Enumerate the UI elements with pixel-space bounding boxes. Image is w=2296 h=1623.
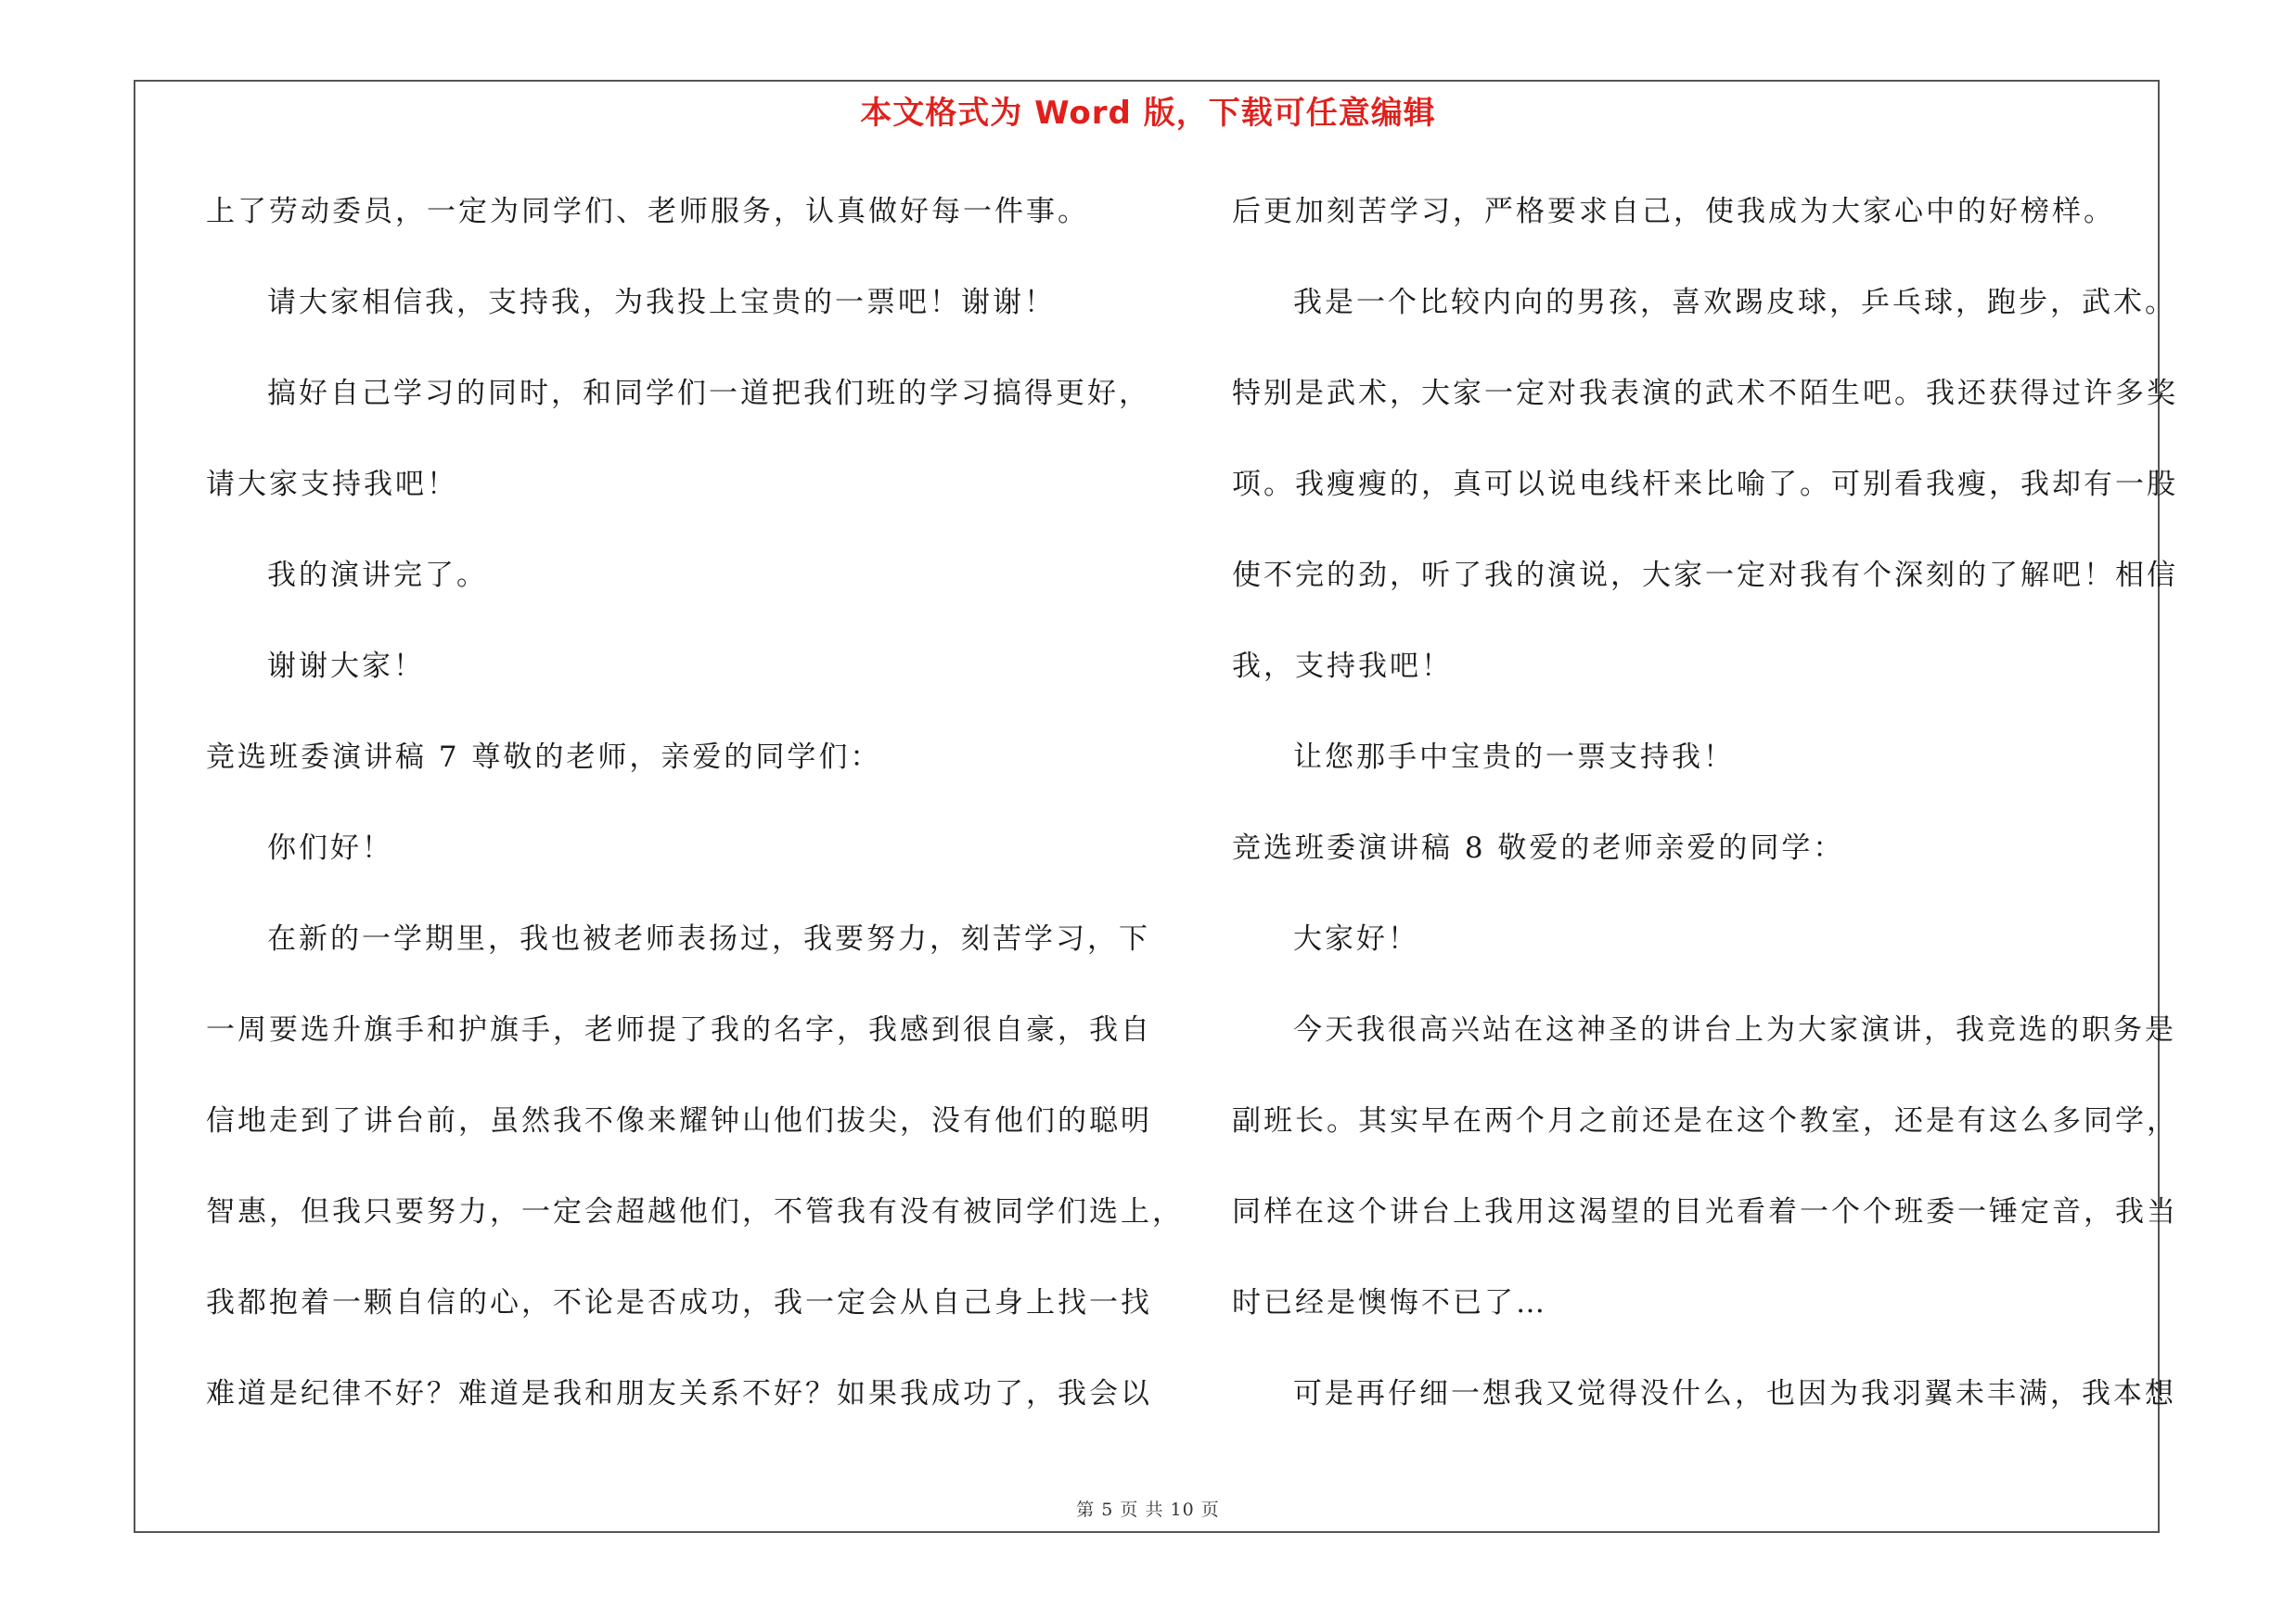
text-line: 可是再仔细一想我又觉得没什么，也因为我羽翼未丰满，我本想 xyxy=(1293,1377,2176,1410)
text-line: 大家好！ xyxy=(1293,922,1419,956)
text-line: 你们好！ xyxy=(267,831,393,865)
text-line: 一周要选升旗手和护旗手，老师提了我的名字，我感到很自豪，我自 xyxy=(206,1013,1152,1047)
text-line: 让您那手中宝贵的一票支持我！ xyxy=(1293,741,1735,774)
format-banner: 本文格式为 Word 版，下载可任意编辑 xyxy=(860,95,1436,132)
left-text-column xyxy=(206,186,1184,1459)
right-text-column xyxy=(1232,186,2178,1459)
text-line: 难道是纪律不好？难道是我和朋友关系不好？如果我成功了，我会以 xyxy=(206,1377,1152,1410)
text-line: 我是一个比较内向的男孩，喜欢踢皮球，乒乓球，跑步，武术。 xyxy=(1293,286,2176,319)
text-line: 副班长。其实早在两个月之前还是在这个教室，还是有这么多同学， xyxy=(1232,1104,2178,1138)
text-line: 我都抱着一颗自信的心，不论是否成功，我一定会从自己身上找一找 xyxy=(206,1286,1152,1320)
text-line: 请大家相信我，支持我，为我投上宝贵的一票吧！谢谢！ xyxy=(267,286,1056,319)
text-line: 智惠，但我只要努力，一定会超越他们，不管我有没有被同学们选上， xyxy=(206,1195,1184,1229)
text-line: 特别是武术，大家一定对我表演的武术不陌生吧。我还获得过许多奖 xyxy=(1232,377,2178,410)
text-line: 信地走到了讲台前，虽然我不像来耀钟山他们拔尖，没有他们的聪明 xyxy=(206,1104,1152,1138)
text-line: 上了劳动委员，一定为同学们、老师服务，认真做好每一件事。 xyxy=(206,195,1089,228)
page-number-footer: 第 5 页 共 10 页 xyxy=(1076,1500,1220,1520)
text-line: 竞选班委演讲稿 8 敬爱的老师亲爱的同学： xyxy=(1232,831,1845,865)
text-line: 今天我很高兴站在这神圣的讲台上为大家演讲，我竞选的职务是 xyxy=(1293,1013,2176,1047)
text-line: 项。我瘦瘦的，真可以说电线杆来比喻了。可别看我瘦，我却有一股 xyxy=(1232,468,2178,501)
text-line: 在新的一学期里，我也被老师表扬过，我要努力，刻苦学习，下 xyxy=(267,922,1150,956)
text-line: 搞好自己学习的同时，和同学们一道把我们班的学习搞得更好， xyxy=(267,377,1150,410)
text-line: 我，支持我吧！ xyxy=(1232,650,1453,683)
text-line: 请大家支持我吧！ xyxy=(206,468,458,501)
text-line: 后更加刻苦学习，严格要求自己，使我成为大家心中的好榜样。 xyxy=(1232,195,2115,228)
text-line: 我的演讲完了。 xyxy=(267,559,488,592)
text-line: 谢谢大家！ xyxy=(267,650,425,683)
text-line: 竞选班委演讲稿 7 尊敬的老师，亲爱的同学们： xyxy=(206,741,882,774)
text-line: 时已经是懊悔不已了… xyxy=(1232,1286,1547,1320)
text-line: 使不完的劲，听了我的演说，大家一定对我有个深刻的了解吧！相信 xyxy=(1232,559,2178,592)
text-line: 同样在这个讲台上我用这渴望的目光看着一个个班委一锤定音，我当 xyxy=(1232,1195,2178,1229)
